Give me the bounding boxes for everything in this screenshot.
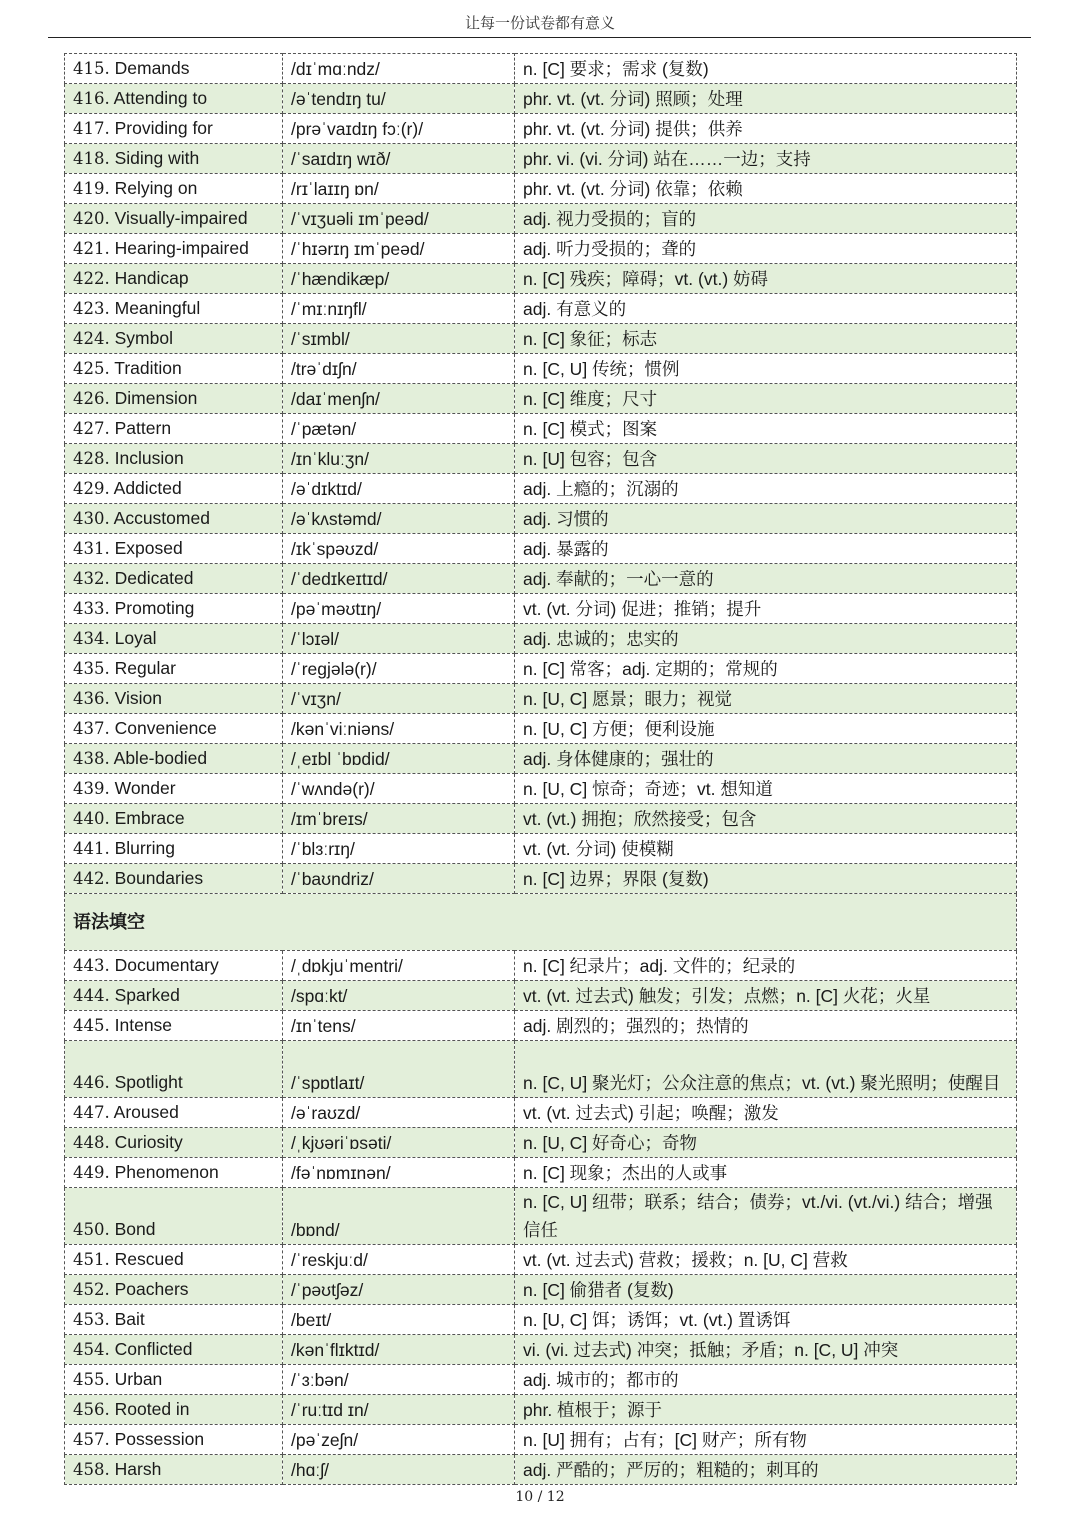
word-number: 438.	[73, 749, 110, 768]
word-text: Boundaries	[114, 868, 204, 888]
word-number: 424.	[73, 329, 110, 348]
definition-cell: adj. 暴露的	[515, 534, 1017, 564]
word-number: 436.	[73, 689, 110, 708]
word-number: 453.	[73, 1310, 110, 1329]
table-row	[65, 714, 1017, 744]
definition-cell: vt. (vt. 过去式) 引起；唤醒；激发	[515, 1098, 1017, 1128]
word-cell	[65, 654, 283, 684]
definition-cell: n. [C, U] 纽带；联系；结合；债券；vt./vi. (vt./vi.) 结合；增强信任	[515, 1188, 1017, 1245]
definition-cell: n. [C] 常客；adj. 定期的；常规的	[515, 654, 1017, 684]
definition-cell: n. [C] 残疾；障碍；vt. (vt.) 妨碍	[515, 264, 1017, 294]
word-number: 415.	[73, 59, 110, 78]
word-number: 454.	[73, 1340, 110, 1359]
table-row	[65, 804, 1017, 834]
table-row	[65, 234, 1017, 264]
definition-cell: n. [C] 维度；尺寸	[515, 384, 1017, 414]
word-cell	[65, 1011, 283, 1041]
word-cell	[65, 204, 283, 234]
word-number: 451.	[73, 1250, 110, 1269]
table-row	[65, 264, 1017, 294]
word-text: Bait	[114, 1309, 145, 1329]
phonetic-cell: /ˈreskjuːd/	[283, 1245, 515, 1275]
table-row	[65, 504, 1017, 534]
table-row	[65, 204, 1017, 234]
word-cell	[65, 1395, 283, 1425]
definition-cell: phr. 植根于；源于	[515, 1395, 1017, 1425]
phonetic-cell: /ˌkjʊəriˈɒsəti/	[283, 1128, 515, 1158]
word-cell	[65, 564, 283, 594]
definition-cell: n. [C] 象征；标志	[515, 324, 1017, 354]
word-text: Conflicted	[114, 1339, 193, 1359]
word-number: 425.	[73, 359, 110, 378]
word-cell	[65, 774, 283, 804]
word-number: 442.	[73, 869, 110, 888]
phonetic-cell: /rɪˈlaɪɪŋ ɒn/	[283, 174, 515, 204]
word-text: Regular	[114, 658, 176, 678]
table-row	[65, 414, 1017, 444]
word-number: 434.	[73, 629, 110, 648]
phonetic-cell: /pəˈzeʃn/	[283, 1425, 515, 1455]
word-text: Hearing-impaired	[114, 238, 249, 258]
section-header-row	[65, 894, 1017, 951]
word-cell	[65, 534, 283, 564]
table-row	[65, 114, 1017, 144]
word-cell	[65, 1098, 283, 1128]
word-number: 423.	[73, 299, 110, 318]
word-number: 430.	[73, 509, 110, 528]
definition-cell: adj. 有意义的	[515, 294, 1017, 324]
definition-cell: phr. vi. (vi. 分词) 站在……一边；支持	[515, 144, 1017, 174]
word-cell	[65, 1425, 283, 1455]
word-text: Tradition	[114, 358, 182, 378]
table-row	[65, 1188, 1017, 1245]
definition-cell: vt. (vt.) 拥抱；欣然接受；包含	[515, 804, 1017, 834]
phonetic-cell: /əˈtendɪŋ tu/	[283, 84, 515, 114]
table-row	[65, 144, 1017, 174]
word-text: Meaningful	[114, 298, 201, 318]
definition-cell: adj. 剧烈的；强烈的；热情的	[515, 1011, 1017, 1041]
word-cell	[65, 981, 283, 1011]
phonetic-cell: /ˈpəʊtʃəz/	[283, 1275, 515, 1305]
definition-cell: n. [U, C] 惊奇；奇迹；vt. 想知道	[515, 774, 1017, 804]
definition-cell: vt. (vt. 分词) 促进；推销；提升	[515, 594, 1017, 624]
word-number: 447.	[73, 1103, 110, 1122]
definition-cell: phr. vt. (vt. 分词) 依靠；依赖	[515, 174, 1017, 204]
word-cell	[65, 624, 283, 654]
word-cell	[65, 1158, 283, 1188]
definition-cell: n. [U] 拥有；占有；[C] 财产；所有物	[515, 1425, 1017, 1455]
word-cell	[65, 864, 283, 894]
definition-cell: n. [C] 纪录片；adj. 文件的；纪录的	[515, 951, 1017, 981]
table-row	[65, 774, 1017, 804]
word-number: 418.	[73, 149, 110, 168]
page-indicator: 10 / 12	[515, 1489, 565, 1505]
phonetic-cell: /kənˈviːniəns/	[283, 714, 515, 744]
word-number: 456.	[73, 1400, 110, 1419]
word-cell	[65, 1335, 283, 1365]
table-row	[65, 1455, 1017, 1485]
phonetic-cell: /ˈsɪmbl/	[283, 324, 515, 354]
word-cell	[65, 264, 283, 294]
definition-cell: vt. (vt. 过去式) 营救；援救；n. [U, C] 营救	[515, 1245, 1017, 1275]
word-text: Phenomenon	[114, 1162, 219, 1182]
table-row	[65, 1275, 1017, 1305]
word-cell	[65, 474, 283, 504]
word-cell	[65, 114, 283, 144]
table-row	[65, 1041, 1017, 1098]
word-text: Promoting	[114, 598, 195, 618]
definition-cell: phr. vt. (vt. 分词) 照顾；处理	[515, 84, 1017, 114]
table-row	[65, 444, 1017, 474]
word-number: 431.	[73, 539, 110, 558]
word-cell	[65, 834, 283, 864]
word-cell	[65, 354, 283, 384]
word-cell	[65, 1365, 283, 1395]
word-text: Demands	[114, 58, 190, 78]
definition-cell: n. [C] 要求；需求 (复数)	[515, 54, 1017, 84]
definition-cell: vt. (vt. 分词) 使模糊	[515, 834, 1017, 864]
word-number: 421.	[73, 239, 110, 258]
word-cell	[65, 1188, 283, 1245]
definition-cell: n. [U, C] 好奇心；奇物	[515, 1128, 1017, 1158]
phonetic-cell: /ˈmɪːnɪŋfl/	[283, 294, 515, 324]
word-cell	[65, 84, 283, 114]
table-row	[65, 54, 1017, 84]
definition-cell: adj. 忠诚的；忠实的	[515, 624, 1017, 654]
word-number: 432.	[73, 569, 110, 588]
word-cell	[65, 504, 283, 534]
definition-cell: n. [U, C] 饵；诱饵；vt. (vt.) 置诱饵	[515, 1305, 1017, 1335]
definition-cell: n. [U, C] 方便；便利设施	[515, 714, 1017, 744]
phonetic-cell: /trəˈdɪʃn/	[283, 354, 515, 384]
header-rule	[48, 37, 1031, 38]
word-text: Loyal	[114, 628, 157, 648]
definition-cell: n. [U] 包容；包含	[515, 444, 1017, 474]
section-title: 语法填空	[65, 894, 1017, 951]
phonetic-cell: /ˈspɒtlaɪt/	[283, 1041, 515, 1098]
word-number: 449.	[73, 1163, 110, 1182]
word-cell	[65, 1275, 283, 1305]
word-number: 419.	[73, 179, 110, 198]
phonetic-cell: /ˈvɪʒn/	[283, 684, 515, 714]
definition-cell: adj. 身体健康的；强壮的	[515, 744, 1017, 774]
definition-cell: phr. vt. (vt. 分词) 提供；供养	[515, 114, 1017, 144]
phonetic-cell: /ˈhɪərɪŋ ɪmˈpeəd/	[283, 234, 515, 264]
phonetic-cell: /pəˈməʊtɪŋ/	[283, 594, 515, 624]
word-text: Attending to	[113, 88, 208, 108]
phonetic-cell: /beɪt/	[283, 1305, 515, 1335]
table-row	[65, 474, 1017, 504]
word-cell	[65, 1041, 283, 1098]
table-row	[65, 1425, 1017, 1455]
word-number: 428.	[73, 449, 110, 468]
table-row	[65, 1158, 1017, 1188]
definition-cell: n. [U, C] 愿景；眼力；视觉	[515, 684, 1017, 714]
word-number: 457.	[73, 1430, 110, 1449]
table-row	[65, 174, 1017, 204]
word-text: Intense	[114, 1015, 173, 1035]
word-cell	[65, 54, 283, 84]
word-number: 416.	[73, 89, 110, 108]
word-text: Possession	[114, 1429, 205, 1449]
word-cell	[65, 144, 283, 174]
definition-cell: adj. 习惯的	[515, 504, 1017, 534]
word-number: 443.	[73, 956, 110, 975]
word-text: Rescued	[114, 1249, 184, 1269]
word-number: 440.	[73, 809, 110, 828]
phonetic-cell: /ɪmˈbreɪs/	[283, 804, 515, 834]
word-text: Visually-impaired	[114, 208, 248, 228]
word-number: 450.	[73, 1220, 110, 1239]
phonetic-cell: /əˈraʊzd/	[283, 1098, 515, 1128]
phonetic-cell: /ˈpætən/	[283, 414, 515, 444]
definition-cell: n. [C] 边界；界限 (复数)	[515, 864, 1017, 894]
word-number: 452.	[73, 1280, 110, 1299]
phonetic-cell: /ˈlɔɪəl/	[283, 624, 515, 654]
phonetic-cell: /spɑːkt/	[283, 981, 515, 1011]
table-row	[65, 1365, 1017, 1395]
word-number: 458.	[73, 1460, 110, 1479]
table-row	[65, 534, 1017, 564]
definition-cell: adj. 视力受损的；盲的	[515, 204, 1017, 234]
phonetic-cell: /ˈwʌndə(r)/	[283, 774, 515, 804]
word-number: 441.	[73, 839, 110, 858]
word-text: Urban	[114, 1369, 163, 1389]
word-text: Vision	[114, 688, 162, 708]
phonetic-cell: /ˌeɪbl ˈbɒdid/	[283, 744, 515, 774]
word-cell	[65, 744, 283, 774]
definition-cell: n. [C, U] 聚光灯；公众注意的焦点；vt. (vt.) 聚光照明；使醒目	[515, 1041, 1017, 1098]
table-row	[65, 1395, 1017, 1425]
word-number: 433.	[73, 599, 110, 618]
phonetic-cell: /ˈblɜːrɪŋ/	[283, 834, 515, 864]
word-text: Bond	[114, 1219, 156, 1239]
word-cell	[65, 1305, 283, 1335]
word-text: Handicap	[114, 268, 189, 288]
word-text: Dedicated	[114, 568, 194, 588]
definition-cell: adj. 听力受损的；聋的	[515, 234, 1017, 264]
word-cell	[65, 324, 283, 354]
table-row	[65, 564, 1017, 594]
word-text: Pattern	[114, 418, 172, 438]
definition-cell: n. [C] 偷猎者 (复数)	[515, 1275, 1017, 1305]
word-text: Accustomed	[113, 508, 210, 528]
word-text: Documentary	[114, 955, 219, 975]
word-text: Aroused	[113, 1102, 179, 1122]
word-text: Able-bodied	[113, 748, 208, 768]
table-row	[65, 834, 1017, 864]
word-text: Convenience	[114, 718, 217, 738]
word-cell	[65, 1128, 283, 1158]
word-number: 422.	[73, 269, 110, 288]
word-number: 446.	[73, 1073, 110, 1092]
phonetic-cell: /ɪnˈtens/	[283, 1011, 515, 1041]
definition-cell: vt. (vt. 过去式) 触发；引发；点燃；n. [C] 火花；火星	[515, 981, 1017, 1011]
table-row	[65, 624, 1017, 654]
word-text: Relying on	[114, 178, 198, 198]
phonetic-cell: /ˈregjələ(r)/	[283, 654, 515, 684]
table-row	[65, 864, 1017, 894]
phonetic-cell: /ˈɜːbən/	[283, 1365, 515, 1395]
word-text: Addicted	[113, 478, 182, 498]
table-row	[65, 1335, 1017, 1365]
phonetic-cell: /ɪnˈkluːʒn/	[283, 444, 515, 474]
word-text: Symbol	[114, 328, 173, 348]
word-cell	[65, 384, 283, 414]
word-text: Embrace	[114, 808, 185, 828]
phonetic-cell: /fəˈnɒmɪnən/	[283, 1158, 515, 1188]
word-number: 444.	[73, 986, 110, 1005]
table-row	[65, 354, 1017, 384]
table-row	[65, 384, 1017, 414]
word-text: Dimension	[114, 388, 198, 408]
table-row	[65, 951, 1017, 981]
phonetic-cell: /ˈbaʊndriz/	[283, 864, 515, 894]
word-cell	[65, 804, 283, 834]
word-cell	[65, 444, 283, 474]
word-text: Providing for	[114, 118, 213, 138]
table-row	[65, 684, 1017, 714]
word-number: 439.	[73, 779, 110, 798]
word-cell	[65, 174, 283, 204]
phonetic-cell: /prəˈvaɪdɪŋ fɔː(r)/	[283, 114, 515, 144]
definition-cell: vi. (vi. 过去式) 冲突；抵触；矛盾；n. [C, U] 冲突	[515, 1335, 1017, 1365]
table-row	[65, 1098, 1017, 1128]
table-row	[65, 1245, 1017, 1275]
phonetic-cell: /daɪˈmenʃn/	[283, 384, 515, 414]
page-header-title: 让每一份试卷都有意义	[464, 14, 615, 32]
word-number: 427.	[73, 419, 110, 438]
word-number: 429.	[73, 479, 110, 498]
definition-cell: adj. 严酷的；严厉的；粗糙的；刺耳的	[515, 1455, 1017, 1485]
word-text: Spotlight	[114, 1072, 183, 1092]
word-text: Siding with	[114, 148, 200, 168]
word-text: Rooted in	[114, 1399, 190, 1419]
word-number: 448.	[73, 1133, 110, 1152]
phonetic-cell: /ˈhændikæp/	[283, 264, 515, 294]
word-cell	[65, 234, 283, 264]
phonetic-cell: /bɒnd/	[283, 1188, 515, 1245]
word-text: Curiosity	[114, 1132, 183, 1152]
definition-cell: adj. 上瘾的；沉溺的	[515, 474, 1017, 504]
word-text: Harsh	[114, 1459, 162, 1479]
word-text: Exposed	[114, 538, 183, 558]
phonetic-cell: /ˈsaɪdɪŋ wɪð/	[283, 144, 515, 174]
word-cell	[65, 1455, 283, 1485]
definition-cell: adj. 奉献的；一心一意的	[515, 564, 1017, 594]
word-text: Poachers	[114, 1279, 189, 1299]
table-row	[65, 594, 1017, 624]
word-number: 417.	[73, 119, 110, 138]
phonetic-cell: /hɑːʃ/	[283, 1455, 515, 1485]
word-cell	[65, 294, 283, 324]
phonetic-cell: /ˌdɒkjuˈmentri/	[283, 951, 515, 981]
definition-cell: n. [C] 模式；图案	[515, 414, 1017, 444]
table-row	[65, 1128, 1017, 1158]
table-row	[65, 654, 1017, 684]
phonetic-cell: /əˈdɪktɪd/	[283, 474, 515, 504]
word-cell	[65, 414, 283, 444]
phonetic-cell: /ˈruːtɪd ɪn/	[283, 1395, 515, 1425]
phonetic-cell: /ɪkˈspəʊzd/	[283, 534, 515, 564]
word-text: Sparked	[114, 985, 180, 1005]
table-row	[65, 1305, 1017, 1335]
word-text: Blurring	[114, 838, 175, 858]
phonetic-cell: /dɪˈmɑːndz/	[283, 54, 515, 84]
word-cell	[65, 714, 283, 744]
word-cell	[65, 594, 283, 624]
word-number: 435.	[73, 659, 110, 678]
table-row	[65, 324, 1017, 354]
definition-cell: n. [C, U] 传统；惯例	[515, 354, 1017, 384]
table-row	[65, 744, 1017, 774]
word-text: Wonder	[114, 778, 176, 798]
phonetic-cell: /ˈvɪʒuəli ɪmˈpeəd/	[283, 204, 515, 234]
word-number: 437.	[73, 719, 110, 738]
table-row	[65, 981, 1017, 1011]
table-row	[65, 1011, 1017, 1041]
definition-cell: n. [C] 现象；杰出的人或事	[515, 1158, 1017, 1188]
word-number: 426.	[73, 389, 110, 408]
phonetic-cell: /ˈdedɪkeɪtɪd/	[283, 564, 515, 594]
word-number: 445.	[73, 1016, 110, 1035]
word-text: Inclusion	[114, 448, 184, 468]
vocabulary-table	[64, 53, 1017, 1485]
table-row	[65, 294, 1017, 324]
word-cell	[65, 1245, 283, 1275]
phonetic-cell: /kənˈflɪktɪd/	[283, 1335, 515, 1365]
word-cell	[65, 684, 283, 714]
phonetic-cell: /əˈkʌstəmd/	[283, 504, 515, 534]
word-number: 420.	[73, 209, 110, 228]
word-cell	[65, 951, 283, 981]
table-row	[65, 84, 1017, 114]
word-number: 455.	[73, 1370, 110, 1389]
definition-cell: adj. 城市的；都市的	[515, 1365, 1017, 1395]
